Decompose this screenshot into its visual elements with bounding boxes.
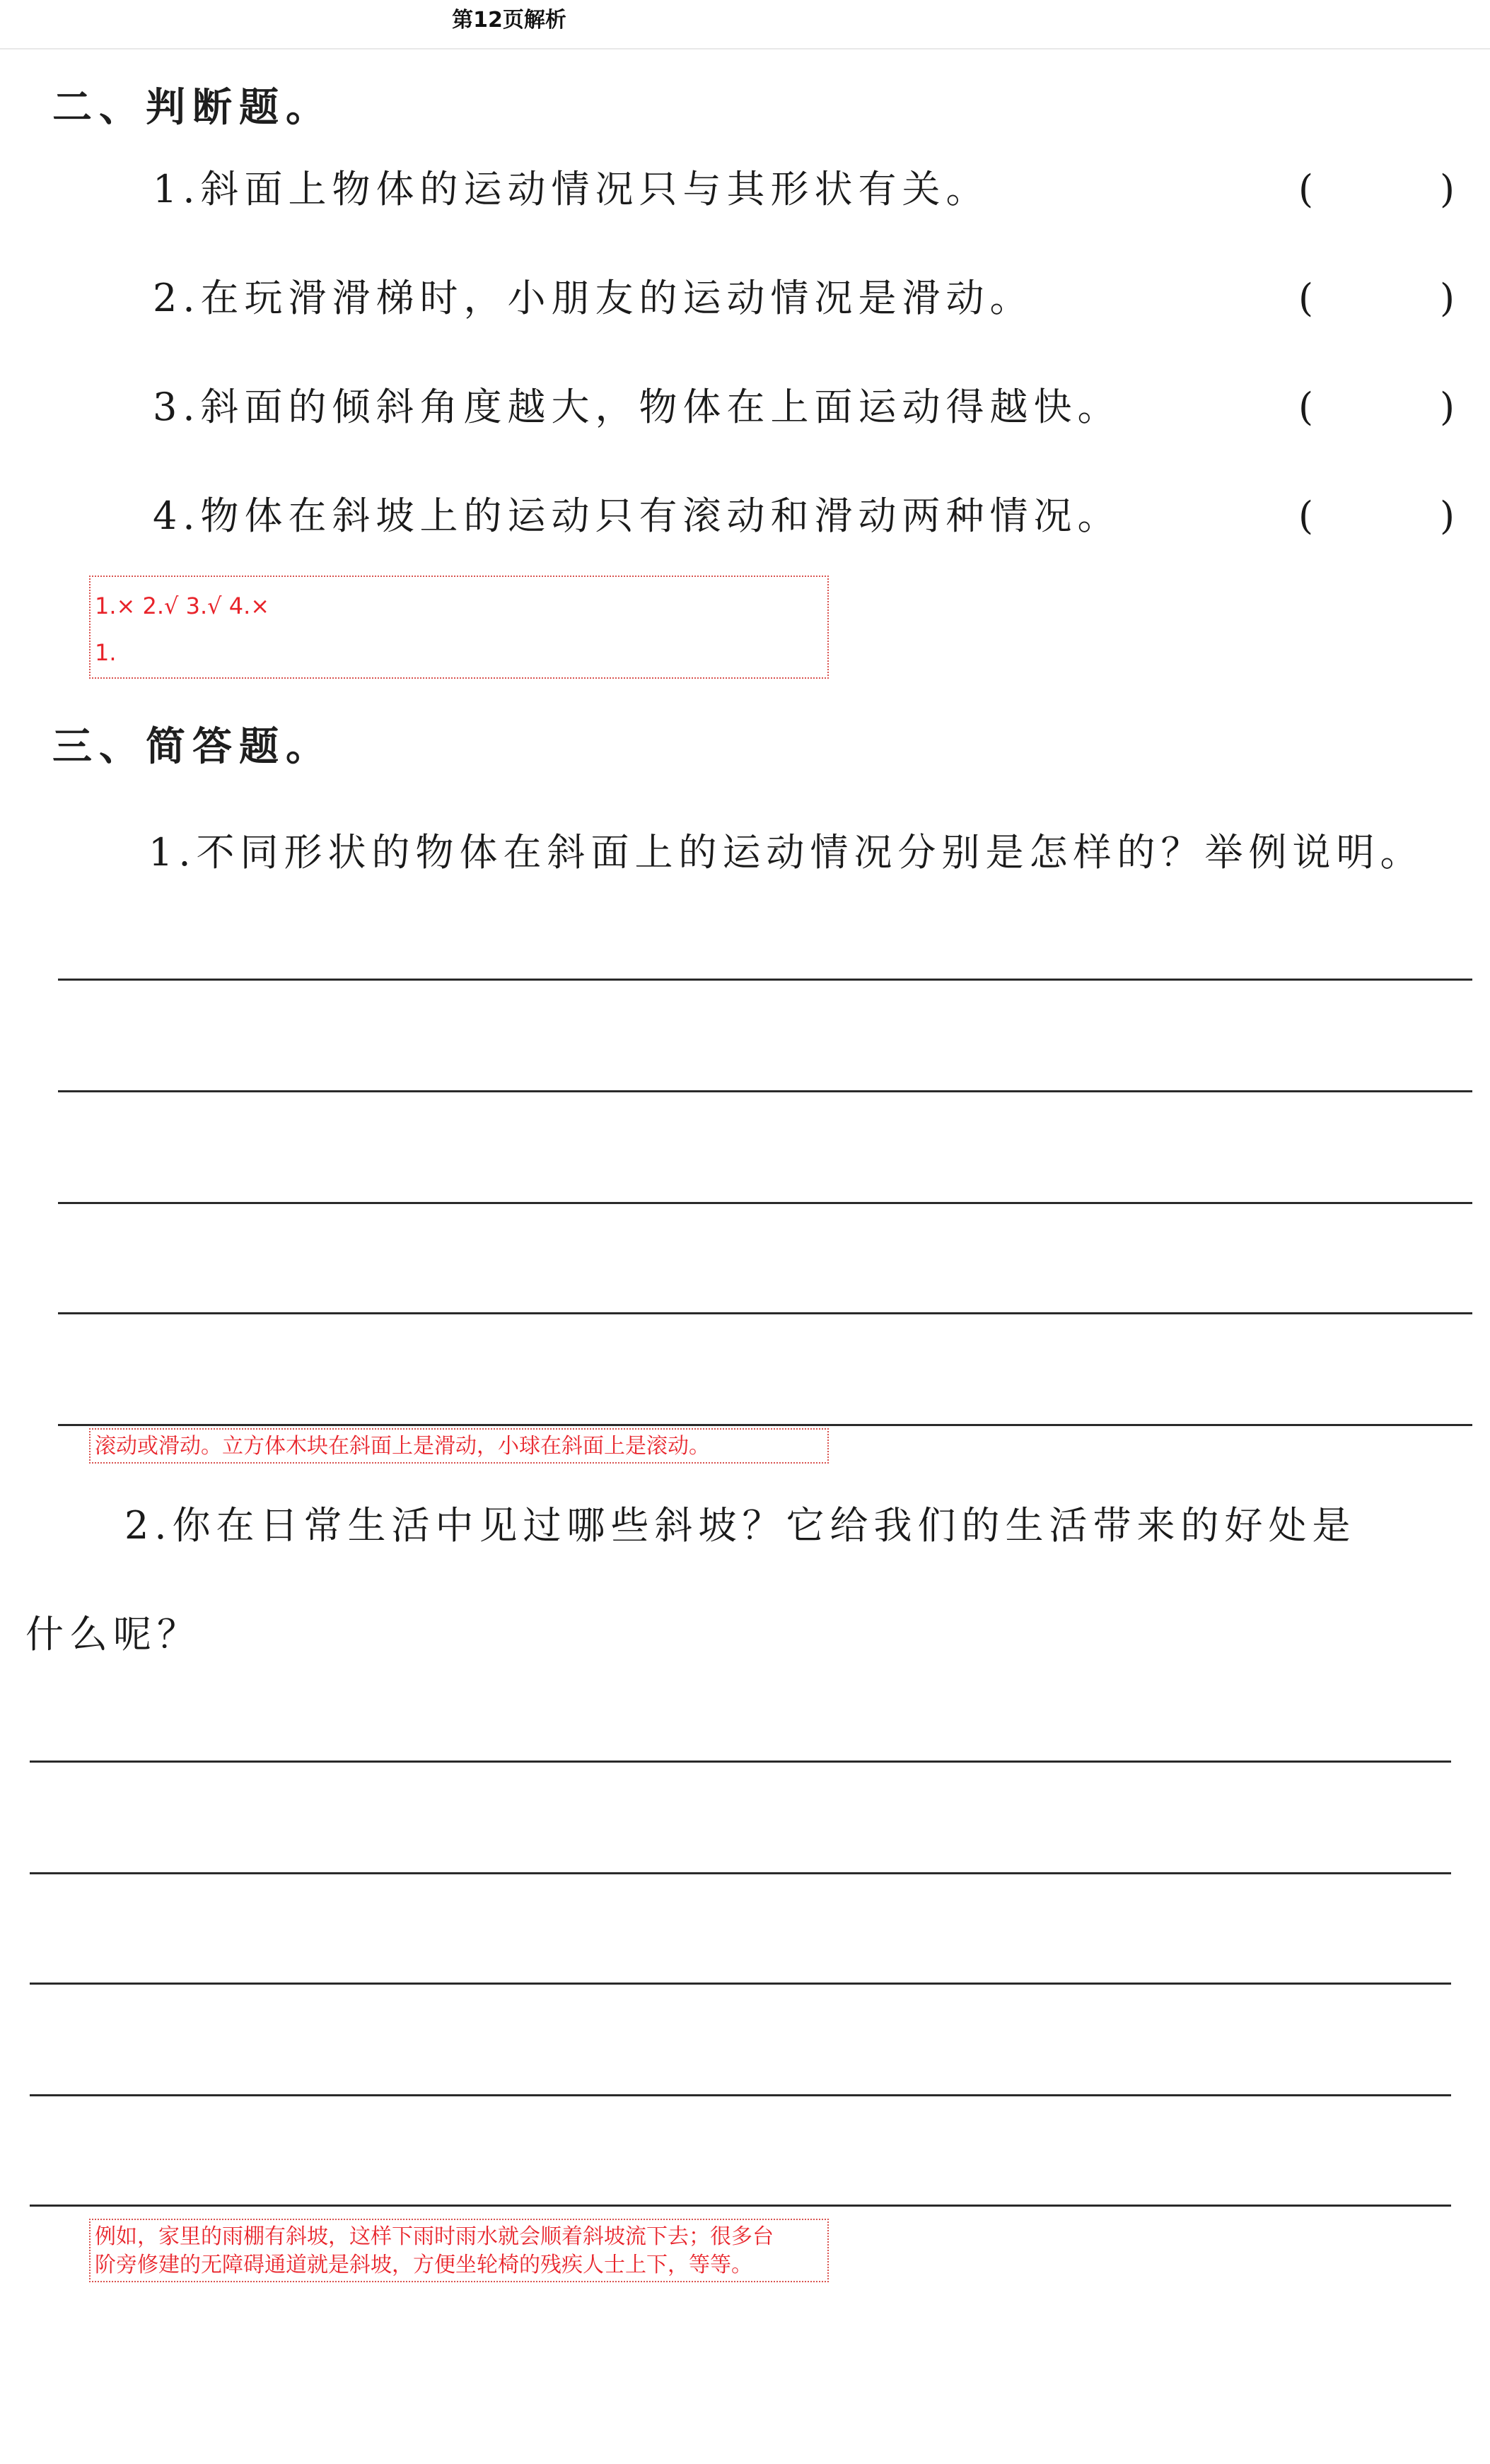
judgement-item-text: 3.斜面的倾斜角度越大，物体在上面运动得越快。 [153, 385, 1122, 429]
answer-bracket-close: ) [1440, 385, 1455, 429]
answer-box-question-2 [89, 2219, 829, 2282]
writing-line [30, 1983, 1451, 1985]
writing-line [30, 1761, 1451, 1763]
answer-text: 阶旁修建的无障碍通道就是斜坡，方便坐轮椅的残疾人士上下，等等。 [95, 2253, 752, 2277]
section-title-judgement: 二、判断题。 [52, 85, 332, 131]
answer-text: 1. [95, 639, 117, 666]
writing-line [30, 2094, 1451, 2096]
writing-line [58, 1312, 1472, 1314]
question-2-line-2: 什么呢？ [25, 1612, 201, 1657]
answer-bracket-open: ( [1298, 167, 1314, 211]
answer-bracket-close: ) [1440, 494, 1455, 538]
judgement-item-3 [153, 379, 1475, 436]
writing-line [30, 1872, 1451, 1874]
answer-bracket-close: ) [1440, 276, 1455, 320]
answer-box-question-1 [89, 1428, 829, 1464]
judgement-item-text: 4.物体在斜坡上的运动只有滚动和滑动两种情况。 [153, 494, 1122, 538]
answer-bracket-close: ) [1440, 167, 1455, 211]
judgement-item-text: 1.斜面上物体的运动情况只与其形状有关。 [153, 167, 990, 211]
writing-line [58, 1202, 1472, 1204]
answer-text: 1.× 2.√ 3.√ 4.× [95, 592, 270, 619]
judgement-item-4 [153, 488, 1475, 544]
section-title-short-answer: 三、简答题。 [52, 724, 332, 770]
judgement-item-1 [153, 161, 1475, 218]
answer-box-judgement [89, 576, 829, 679]
page-title: 第12页解析 [452, 8, 566, 33]
answer-bracket-open: ( [1298, 494, 1314, 538]
header-divider [0, 48, 1490, 49]
question-1: 1.不同形状的物体在斜面上的运动情况分别是怎样的？举例说明。 [149, 830, 1424, 875]
judgement-item-text: 2.在玩滑滑梯时，小朋友的运动情况是滑动。 [153, 276, 1034, 320]
judgement-item-2 [153, 270, 1475, 327]
answer-bracket-open: ( [1298, 385, 1314, 429]
answer-text: 滚动或滑动。立方体木块在斜面上是滑动，小球在斜面上是滚动。 [95, 1434, 710, 1459]
question-2-line-1: 2.你在日常生活中见过哪些斜坡？它给我们的生活带来的好处是 [124, 1503, 1356, 1548]
writing-line [58, 1090, 1472, 1092]
writing-line [58, 1424, 1472, 1426]
writing-line [58, 979, 1472, 981]
answer-text: 例如，家里的雨棚有斜坡，这样下雨时雨水就会顺着斜坡流下去；很多台 [95, 2224, 774, 2249]
writing-line [30, 2205, 1451, 2207]
answer-bracket-open: ( [1298, 276, 1314, 320]
